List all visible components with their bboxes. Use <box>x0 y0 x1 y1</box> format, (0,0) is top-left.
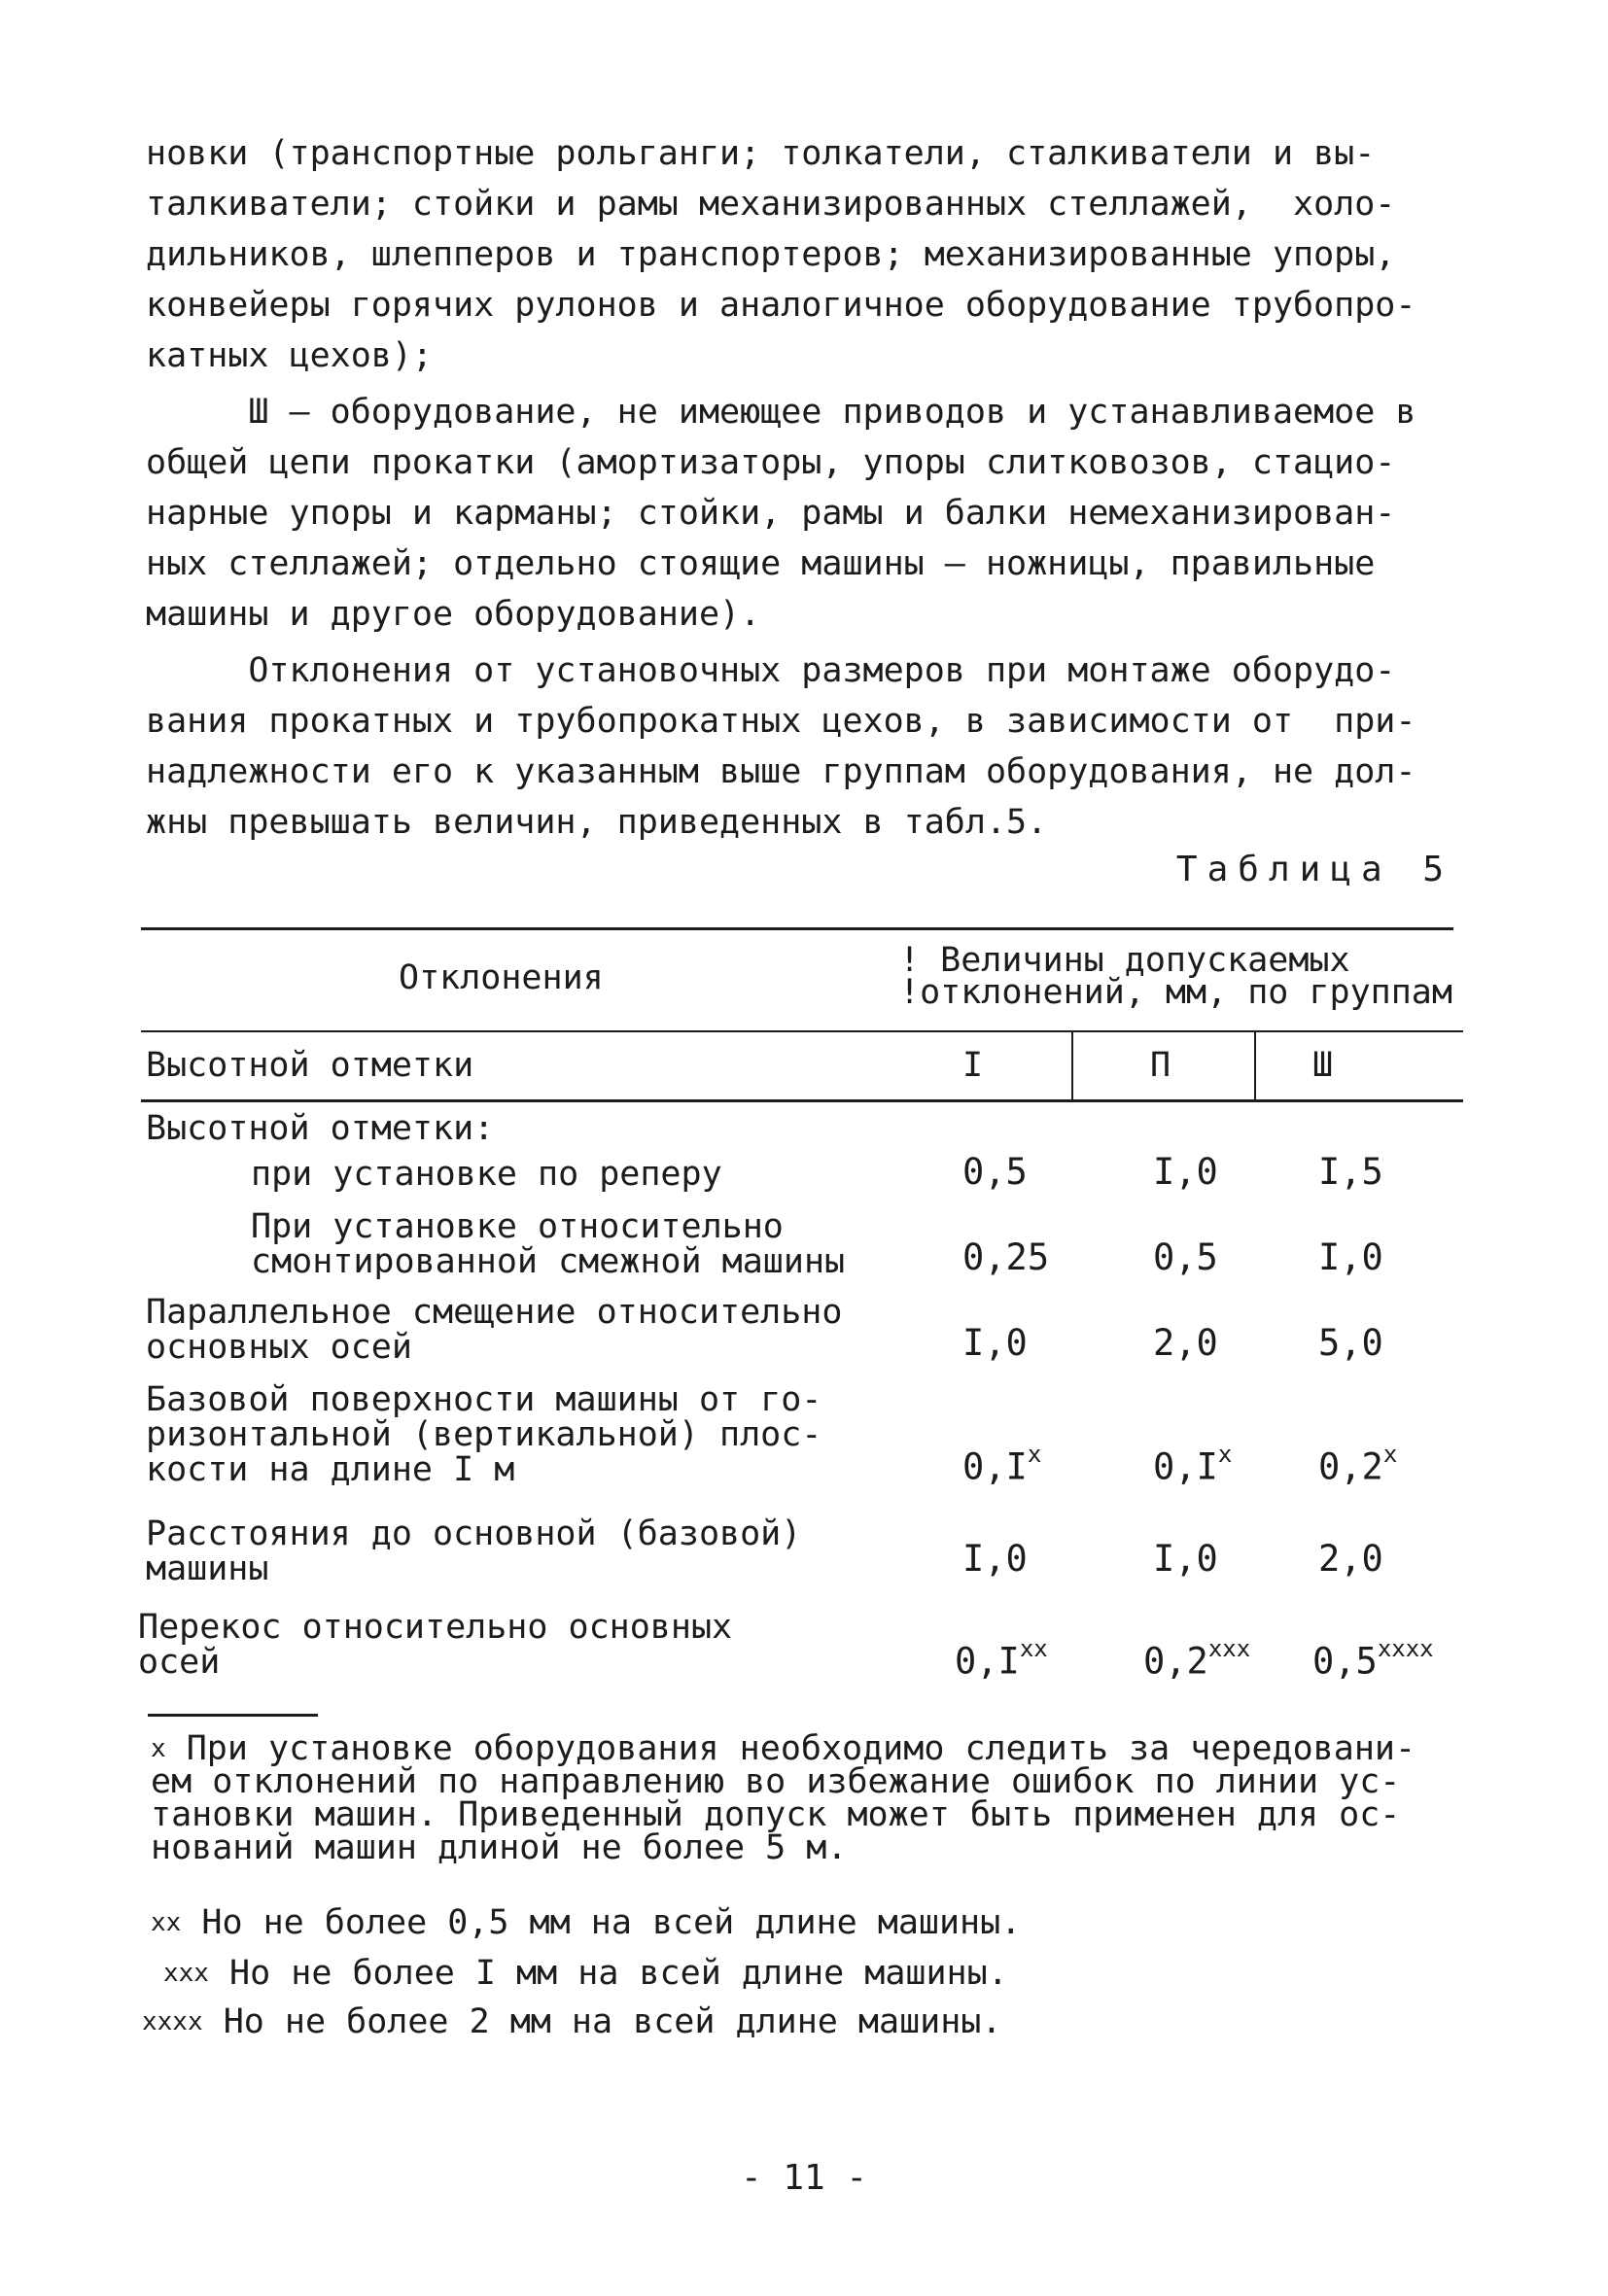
value-parallel-g2: 2,0 <box>1153 1322 1218 1364</box>
table-caption: Таблица 5 <box>1175 850 1453 889</box>
row-label-distance: Расстояния до основной (базовой) машины <box>146 1514 802 1588</box>
group-II-header: П <box>1150 1046 1171 1085</box>
footnote-separator <box>148 1714 318 1717</box>
table-header-rule <box>141 1030 1463 1032</box>
column-header-values-line1: ! Величины допускаемых <box>899 941 1350 980</box>
value-adjacent-g1: 0,25 <box>962 1236 1050 1278</box>
row-label-benchmark: при установке по реперу <box>251 1155 722 1194</box>
footnote-2 <box>151 1903 1021 1942</box>
footnote-ref-xxx: xxx <box>1207 1635 1251 1662</box>
footnote-3 <box>163 1954 1008 1993</box>
value-base-surface-g1: $0,I^x$ <box>962 1441 1042 1488</box>
row-label-elevation: Высотной отметки: <box>146 1109 495 1148</box>
value-adjacent-g2: 0,5 <box>1153 1236 1218 1278</box>
page-number: - 11 - <box>740 2158 868 2198</box>
table-subheader-rule <box>141 1099 1463 1102</box>
row-label-base-surface: Базовой поверхности машины от го- ризонтальной (вертикальной) плос- кости на длине I м <box>146 1380 822 1489</box>
value-parallel-g1: I,0 <box>962 1322 1028 1364</box>
paragraph-equipment-group-iii: Ш – оборудование, не имеющее приводов и устанавливаемое в общей цепи прокатки (амортизаторы, упоры слитковозов, стацио- нарные упоры и карманы; стойки, рамы и балки немеханизирован- ных стеллажей; отдельно стоящие машины – ножницы, правильные машины и другое оборудование). <box>146 393 1416 634</box>
paragraph-equipment-group-ii-continued: новки (транспортные рольганги; толкатели, сталкиватели и вы- талкиватели; стойки и рамы механизированных стеллажей, холо- дильников, шлепперов и транспортеров; механизированные упоры, конвейеры горячих рулонов и аналогичное оборудование трубопро- катных цехов); <box>146 134 1416 375</box>
value-base-surface-g3: 0,2$^x$ <box>1318 1441 1398 1488</box>
footnote-mark: x <box>151 1734 166 1763</box>
footnote-ref-x: x <box>1217 1441 1233 1468</box>
value-skew-g1: $0,I^{xx}$ <box>955 1635 1048 1683</box>
row-label-parallel-offset: Параллельное смещение относительно основных осей <box>146 1293 843 1367</box>
footnote-mark: xxxx <box>142 2007 203 2036</box>
value-benchmark-g2: I,0 <box>1153 1151 1218 1193</box>
value-parallel-g3: 5,0 <box>1318 1322 1383 1364</box>
value-skew-g2: 0,2$^{xxx}$ <box>1143 1635 1251 1683</box>
group-I-header: I <box>962 1046 984 1085</box>
footnote-text: Но не более 2 мм на всей длине машины. <box>223 2002 1002 2041</box>
group-III-header: Ш <box>1312 1046 1334 1085</box>
value-benchmark-g1: 0,5 <box>962 1151 1028 1193</box>
subheader-label: Высотной отметки <box>146 1046 474 1085</box>
footnote-mark: xxx <box>163 1959 209 1988</box>
value-benchmark-g3: I,5 <box>1318 1151 1383 1193</box>
value-adjacent-g3: I,0 <box>1318 1236 1383 1278</box>
footnote-ref-x: x <box>1027 1441 1042 1468</box>
column-divider-1 <box>1071 1030 1073 1099</box>
footnote-mark: xx <box>151 1908 182 1937</box>
footnote-1 <box>151 1729 1463 1867</box>
column-header-values-line2: !отклонений, мм, по группам <box>899 973 1452 1012</box>
value-distance-g2: I,0 <box>1153 1538 1218 1580</box>
column-header-deviations: Отклонения <box>399 958 604 997</box>
footnote-4 <box>142 2002 1001 2041</box>
footnote-ref-xx: xx <box>1019 1635 1048 1662</box>
column-divider-2 <box>1254 1030 1256 1099</box>
footnote-ref-xxxx: xxxx <box>1377 1635 1434 1662</box>
value-distance-g3: 2,0 <box>1318 1538 1383 1580</box>
footnote-ref-x: x <box>1382 1441 1398 1468</box>
value-base-surface-g2: $0,I^x$ <box>1153 1441 1233 1488</box>
footnote-text: Но не более I мм на всей длине машины. <box>229 1954 1008 1993</box>
footnote-text: Но не более 0,5 мм на всей длине машины. <box>201 1903 1022 1942</box>
footnote-text: При установке оборудования необходимо следить за чередовани- ем отклонений по направлению во избежание ошибок по линии ус- тановки машин. Приведенный допуск может быть применен для ос- нований машин длиной не более 5 м. <box>151 1729 1416 1867</box>
row-label-adjacent-machine: При установке относительно смонтированной смежной машины <box>251 1207 846 1281</box>
row-label-skew: Перекос относительно основных осей <box>138 1608 733 1682</box>
paragraph-deviations-intro: Отклонения от установочных размеров при монтаже оборудо- вания прокатных и трубопрокатных цехов, в зависимости от при- надлежности его к указанным выше группам оборудования, не дол- жны превышать величин, приведенных в табл.5. <box>146 651 1416 842</box>
table-top-rule <box>141 927 1453 930</box>
value-skew-g3: 0,5$^{xxxx}$ <box>1312 1635 1434 1683</box>
value-distance-g1: I,0 <box>962 1538 1028 1580</box>
